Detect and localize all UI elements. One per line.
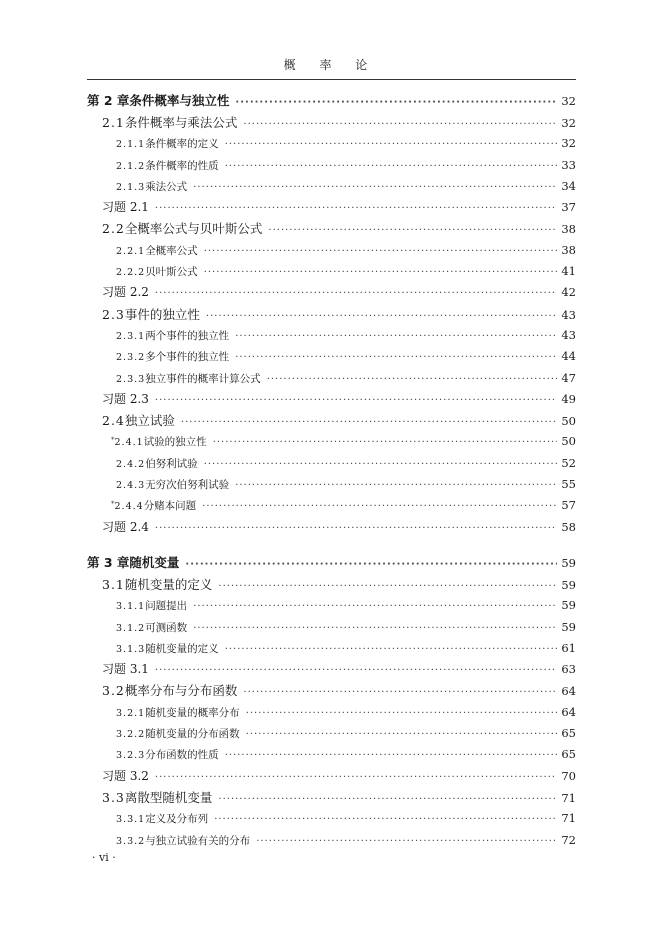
toc-entry-number: 2.1.3 xyxy=(116,181,146,193)
toc-entry-page: 57 xyxy=(561,498,576,513)
toc-entry-subsection[interactable] xyxy=(87,495,576,516)
toc-entry-number: 2.3.3 xyxy=(116,373,146,385)
dot-leader xyxy=(225,156,558,176)
toc-entry-exercise[interactable] xyxy=(87,197,576,218)
toc-entry-subsection[interactable] xyxy=(87,240,576,261)
toc-entry-subsection[interactable] xyxy=(87,176,576,197)
toc-entry-subsection[interactable] xyxy=(87,830,576,851)
optional-section-marker: * xyxy=(111,436,115,445)
toc-entry-title: 习题 3.1 xyxy=(102,662,149,677)
toc-entry-number: 2.1 xyxy=(102,115,125,130)
toc-entry-page: 59 xyxy=(561,598,576,613)
toc-entry-page: 71 xyxy=(561,790,576,805)
toc-entry-page: 65 xyxy=(561,747,576,762)
toc-entry-title: 条件概率的性质 xyxy=(145,159,219,172)
toc-entry-subsection[interactable] xyxy=(87,474,576,495)
dot-leader xyxy=(225,639,558,659)
toc-entry-title: 两个事件的独立性 xyxy=(145,329,230,342)
toc-entry-number: 3.2.2 xyxy=(116,729,146,741)
toc-entry-subsection[interactable] xyxy=(87,702,576,723)
toc-entry-title: 习题 2.4 xyxy=(102,519,149,534)
toc-entry-subsection[interactable] xyxy=(87,453,576,474)
toc-entry-page: 42 xyxy=(561,285,576,300)
dot-leader xyxy=(155,767,557,787)
dot-leader xyxy=(155,660,557,680)
toc-entry-subsection[interactable] xyxy=(87,617,576,638)
toc-entry-number: 第 3 章 xyxy=(87,554,130,570)
toc-entry-subsection[interactable] xyxy=(87,368,576,389)
toc-entry-number: 3.1.2 xyxy=(116,622,146,634)
toc-entry-number: 2.1.1 xyxy=(116,139,146,151)
toc-entry-page: 43 xyxy=(561,327,576,342)
toc-entry-title: 随机变量的分布函数 xyxy=(145,728,240,741)
dot-leader xyxy=(206,306,557,325)
dot-leader xyxy=(202,496,557,516)
toc-entry-number: 2.3 xyxy=(102,306,125,322)
toc-entry-number: 2.2 xyxy=(102,221,125,237)
dot-leader xyxy=(218,576,557,595)
toc-entry-title: 条件概率的定义 xyxy=(145,138,219,151)
toc-entry-page: 32 xyxy=(561,94,576,108)
dot-leader xyxy=(193,596,557,616)
toc-entry-number: 2.4.2 xyxy=(116,458,146,470)
toc-entry-subsection[interactable] xyxy=(87,346,576,367)
toc-entry-page: 41 xyxy=(561,264,576,279)
toc-entry-page: 63 xyxy=(561,662,576,677)
dot-leader xyxy=(155,518,557,538)
toc-entry-page: 37 xyxy=(561,200,576,215)
toc-entry-number: 2.4.3 xyxy=(116,480,146,492)
toc-entry-title: 伯努利试验 xyxy=(145,457,198,470)
toc-entry-section[interactable] xyxy=(87,680,576,701)
toc-entry-number: 3.3.2 xyxy=(116,835,146,847)
toc-entry-title: 乘法公式 xyxy=(145,180,188,193)
chapter-gap xyxy=(87,538,576,552)
dot-leader xyxy=(213,432,558,452)
toc-entry-page: 70 xyxy=(561,768,576,783)
toc-entry-chapter[interactable] xyxy=(87,552,576,574)
toc-entry-title: 事件的独立性 xyxy=(124,306,200,322)
toc-entry-title: 独立事件的概率计算公式 xyxy=(145,372,261,385)
dot-leader xyxy=(235,92,557,112)
dot-leader xyxy=(246,724,558,744)
dot-leader xyxy=(155,283,557,303)
toc-entry-page: 64 xyxy=(561,704,576,719)
toc-entry-page: 38 xyxy=(561,242,576,257)
toc-entry-page: 49 xyxy=(561,391,576,406)
toc-entry-page: 33 xyxy=(561,157,576,172)
toc-entry-title: 问题提出 xyxy=(145,600,188,613)
toc-entry-page: 55 xyxy=(561,477,576,492)
dot-leader xyxy=(246,703,558,723)
toc-entry-exercise[interactable] xyxy=(87,389,576,410)
toc-entry-section[interactable] xyxy=(87,574,576,595)
dot-leader xyxy=(193,177,557,197)
toc-entry-number: 2.4 xyxy=(102,413,125,429)
toc-entry-subsection[interactable] xyxy=(87,155,576,176)
toc-entry-section[interactable] xyxy=(87,410,576,431)
toc-entry-title: 定义及分布列 xyxy=(145,813,209,826)
header-rule xyxy=(87,79,576,80)
toc-entry-exercise[interactable] xyxy=(87,282,576,303)
toc-entry-title: 习题 3.2 xyxy=(102,768,149,783)
dot-leader xyxy=(267,369,558,389)
toc-entry-number: 3.2.3 xyxy=(116,750,146,762)
toc-entry-title: 多个事件的独立性 xyxy=(145,351,230,364)
toc-entry-subsection[interactable] xyxy=(87,638,576,659)
dot-leader xyxy=(185,554,557,574)
toc-entry-number: 2.3.1 xyxy=(116,330,146,342)
toc-entry-subsection[interactable] xyxy=(87,595,576,616)
toc-entry-page: 52 xyxy=(561,455,576,470)
dot-leader xyxy=(225,745,558,765)
dot-leader xyxy=(155,198,557,218)
toc-entry-page: 71 xyxy=(561,811,576,826)
toc-entry-page: 61 xyxy=(561,640,576,655)
dot-leader xyxy=(204,454,558,474)
dot-leader xyxy=(256,831,557,851)
toc-entry-page: 50 xyxy=(561,414,576,429)
toc-entry-title: 试验的独立性 xyxy=(143,436,207,449)
table-of-contents xyxy=(87,90,576,851)
toc-entry-page: 44 xyxy=(561,349,576,364)
optional-section-marker: * xyxy=(111,500,115,509)
toc-entry-number: 3.3.1 xyxy=(116,814,146,826)
toc-entry-title: 条件概率与独立性 xyxy=(129,93,230,108)
toc-entry-chapter[interactable] xyxy=(87,90,576,112)
toc-entry-page: 43 xyxy=(561,307,576,322)
dot-leader xyxy=(235,475,557,495)
toc-entry-title: 概率分布与分布函数 xyxy=(124,683,238,699)
toc-entry-number: 2.2.1 xyxy=(116,245,146,257)
toc-entry-number: 3.1.3 xyxy=(116,643,146,655)
toc-entry-number: 3.3 xyxy=(102,789,125,805)
toc-entry-exercise[interactable] xyxy=(87,517,576,538)
toc-entry-page: 38 xyxy=(561,222,576,237)
toc-entry-page: 59 xyxy=(561,619,576,634)
toc-entry-page: 34 xyxy=(561,178,576,193)
toc-entry-page: 47 xyxy=(561,370,576,385)
toc-entry-exercise[interactable] xyxy=(87,659,576,680)
toc-entry-number: 2.4.4 xyxy=(114,501,144,513)
dot-leader xyxy=(243,682,557,701)
toc-entry-page: 59 xyxy=(561,555,576,570)
toc-entry-page: 32 xyxy=(561,116,576,130)
dot-leader xyxy=(181,412,557,431)
dot-leader xyxy=(193,618,557,638)
dot-leader xyxy=(235,347,557,367)
toc-entry-subsection[interactable] xyxy=(87,325,576,346)
toc-entry-subsection[interactable] xyxy=(87,261,576,282)
toc-entry-page: 58 xyxy=(561,519,576,534)
toc-entry-title: 随机变量 xyxy=(129,554,180,570)
running-header-title: 概 率 论 xyxy=(283,58,378,72)
toc-entry-section[interactable] xyxy=(87,218,576,239)
dot-leader xyxy=(243,114,557,133)
dot-leader xyxy=(218,789,557,808)
toc-entry-title: 分布函数的性质 xyxy=(145,749,219,762)
toc-entry-title: 随机变量的定义 xyxy=(124,576,213,592)
dot-leader xyxy=(268,220,557,239)
toc-entry-title: 分赌本问题 xyxy=(143,500,197,513)
toc-entry-number: 3.1 xyxy=(102,576,125,592)
toc-entry-number: 第 2 章 xyxy=(87,93,130,108)
toc-entry-page: 65 xyxy=(561,726,576,741)
dot-leader xyxy=(225,134,558,154)
dot-leader xyxy=(214,809,557,829)
toc-entry-title: 习题 2.2 xyxy=(102,285,149,300)
toc-entry-title: 全概率公式与贝叶斯公式 xyxy=(124,221,263,237)
toc-entry-subsection[interactable] xyxy=(87,744,576,765)
dot-leader xyxy=(204,262,558,282)
toc-entry-title: 随机变量的定义 xyxy=(145,642,219,655)
dot-leader xyxy=(155,390,557,410)
page-folio: · vi · xyxy=(92,851,116,864)
toc-entry-exercise[interactable] xyxy=(87,766,576,787)
toc-entry-section[interactable] xyxy=(87,112,576,133)
toc-entry-page: 32 xyxy=(561,136,576,151)
toc-entry-subsection[interactable] xyxy=(87,808,576,829)
toc-entry-section[interactable] xyxy=(87,787,576,808)
dot-leader xyxy=(235,326,557,346)
toc-entry-subsection[interactable] xyxy=(87,133,576,154)
toc-entry-title: 习题 2.3 xyxy=(102,391,149,406)
toc-entry-title: 离散型随机变量 xyxy=(124,789,213,805)
toc-entry-title: 全概率公式 xyxy=(145,244,198,257)
toc-entry-section[interactable] xyxy=(87,304,576,325)
toc-entry-subsection[interactable] xyxy=(87,431,576,452)
toc-entry-title: 无穷次伯努利试验 xyxy=(145,479,230,492)
toc-entry-number: 2.1.2 xyxy=(116,160,146,172)
toc-entry-number: 3.1.1 xyxy=(116,601,146,613)
toc-entry-title: 条件概率与乘法公式 xyxy=(124,115,238,130)
toc-entry-number: 2.3.2 xyxy=(116,352,146,364)
toc-entry-title: 随机变量的概率分布 xyxy=(145,706,240,719)
toc-entry-page: 72 xyxy=(561,832,576,847)
toc-entry-page: 64 xyxy=(561,684,576,699)
toc-entry-number: 3.2.1 xyxy=(116,707,146,719)
toc-entry-number: 2.4.1 xyxy=(114,437,144,449)
toc-entry-page: 59 xyxy=(561,577,576,592)
toc-entry-title: 独立试验 xyxy=(124,413,175,429)
dot-leader xyxy=(204,241,558,261)
toc-entry-subsection[interactable] xyxy=(87,723,576,744)
toc-entry-title: 贝叶斯公式 xyxy=(145,266,198,279)
toc-entry-number: 2.2.2 xyxy=(116,267,146,279)
toc-entry-number: 3.2 xyxy=(102,683,125,699)
toc-entry-title: 可测函数 xyxy=(145,621,188,634)
toc-entry-title: 习题 2.1 xyxy=(102,200,149,215)
toc-entry-title: 与独立试验有关的分布 xyxy=(145,834,251,847)
toc-entry-page: 50 xyxy=(561,434,576,449)
